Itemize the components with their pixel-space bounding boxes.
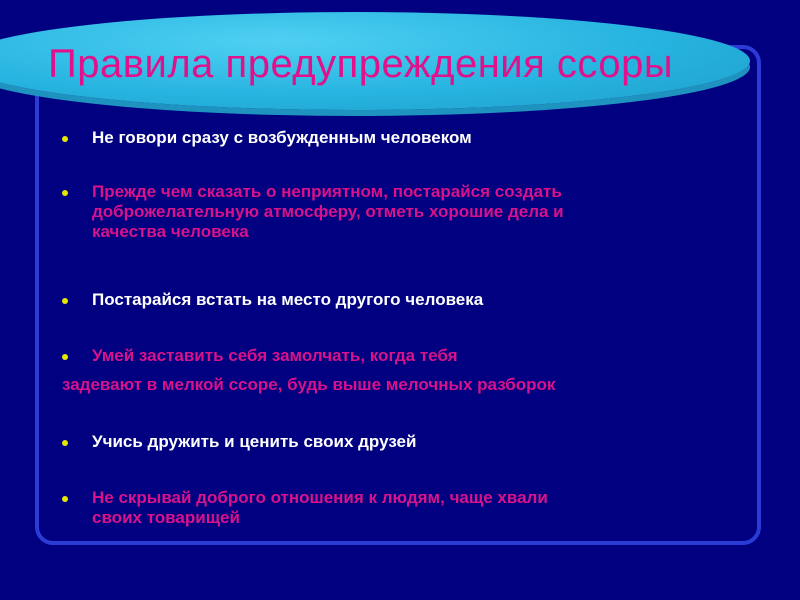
bullet-text — [92, 346, 732, 366]
bullet-line: Прежде чем сказать о неприятном, постарайся создать — [92, 182, 562, 201]
bullet-line: Постарайся встать на место другого человека — [92, 290, 484, 309]
bullet-line: Учись дружить и ценить своих друзей — [92, 432, 417, 451]
bullet-line: качества человека — [92, 222, 249, 241]
bullet-text — [92, 182, 732, 242]
bullet-line: Не говори сразу с возбужденным человеком — [92, 128, 472, 147]
bullet-text — [92, 128, 732, 148]
bullet-line: своих товарищей — [92, 508, 240, 527]
bullet-dot-icon — [62, 354, 68, 360]
slide-title: Правила предупреждения ссоры — [48, 42, 674, 86]
bullet-continuation-line: задевают в мелкой ссоре, будь выше мелочных разборок — [62, 375, 556, 394]
bullet-text — [92, 432, 732, 452]
bullet-dot-icon — [62, 298, 68, 304]
bullet-text — [92, 488, 732, 528]
bullet-line: Умей заставить себя замолчать, когда тебя — [92, 346, 458, 365]
bullet-dot-icon — [62, 136, 68, 142]
bullet-line: доброжелательную атмосферу, отметь хорошие дела и — [92, 202, 564, 221]
bullet-line: Не скрывай доброго отношения к людям, чаще хвали — [92, 488, 548, 507]
bullet-text — [92, 290, 732, 310]
bullet-dot-icon — [62, 496, 68, 502]
bullet-dot-icon — [62, 440, 68, 446]
bullet-dot-icon — [62, 190, 68, 196]
